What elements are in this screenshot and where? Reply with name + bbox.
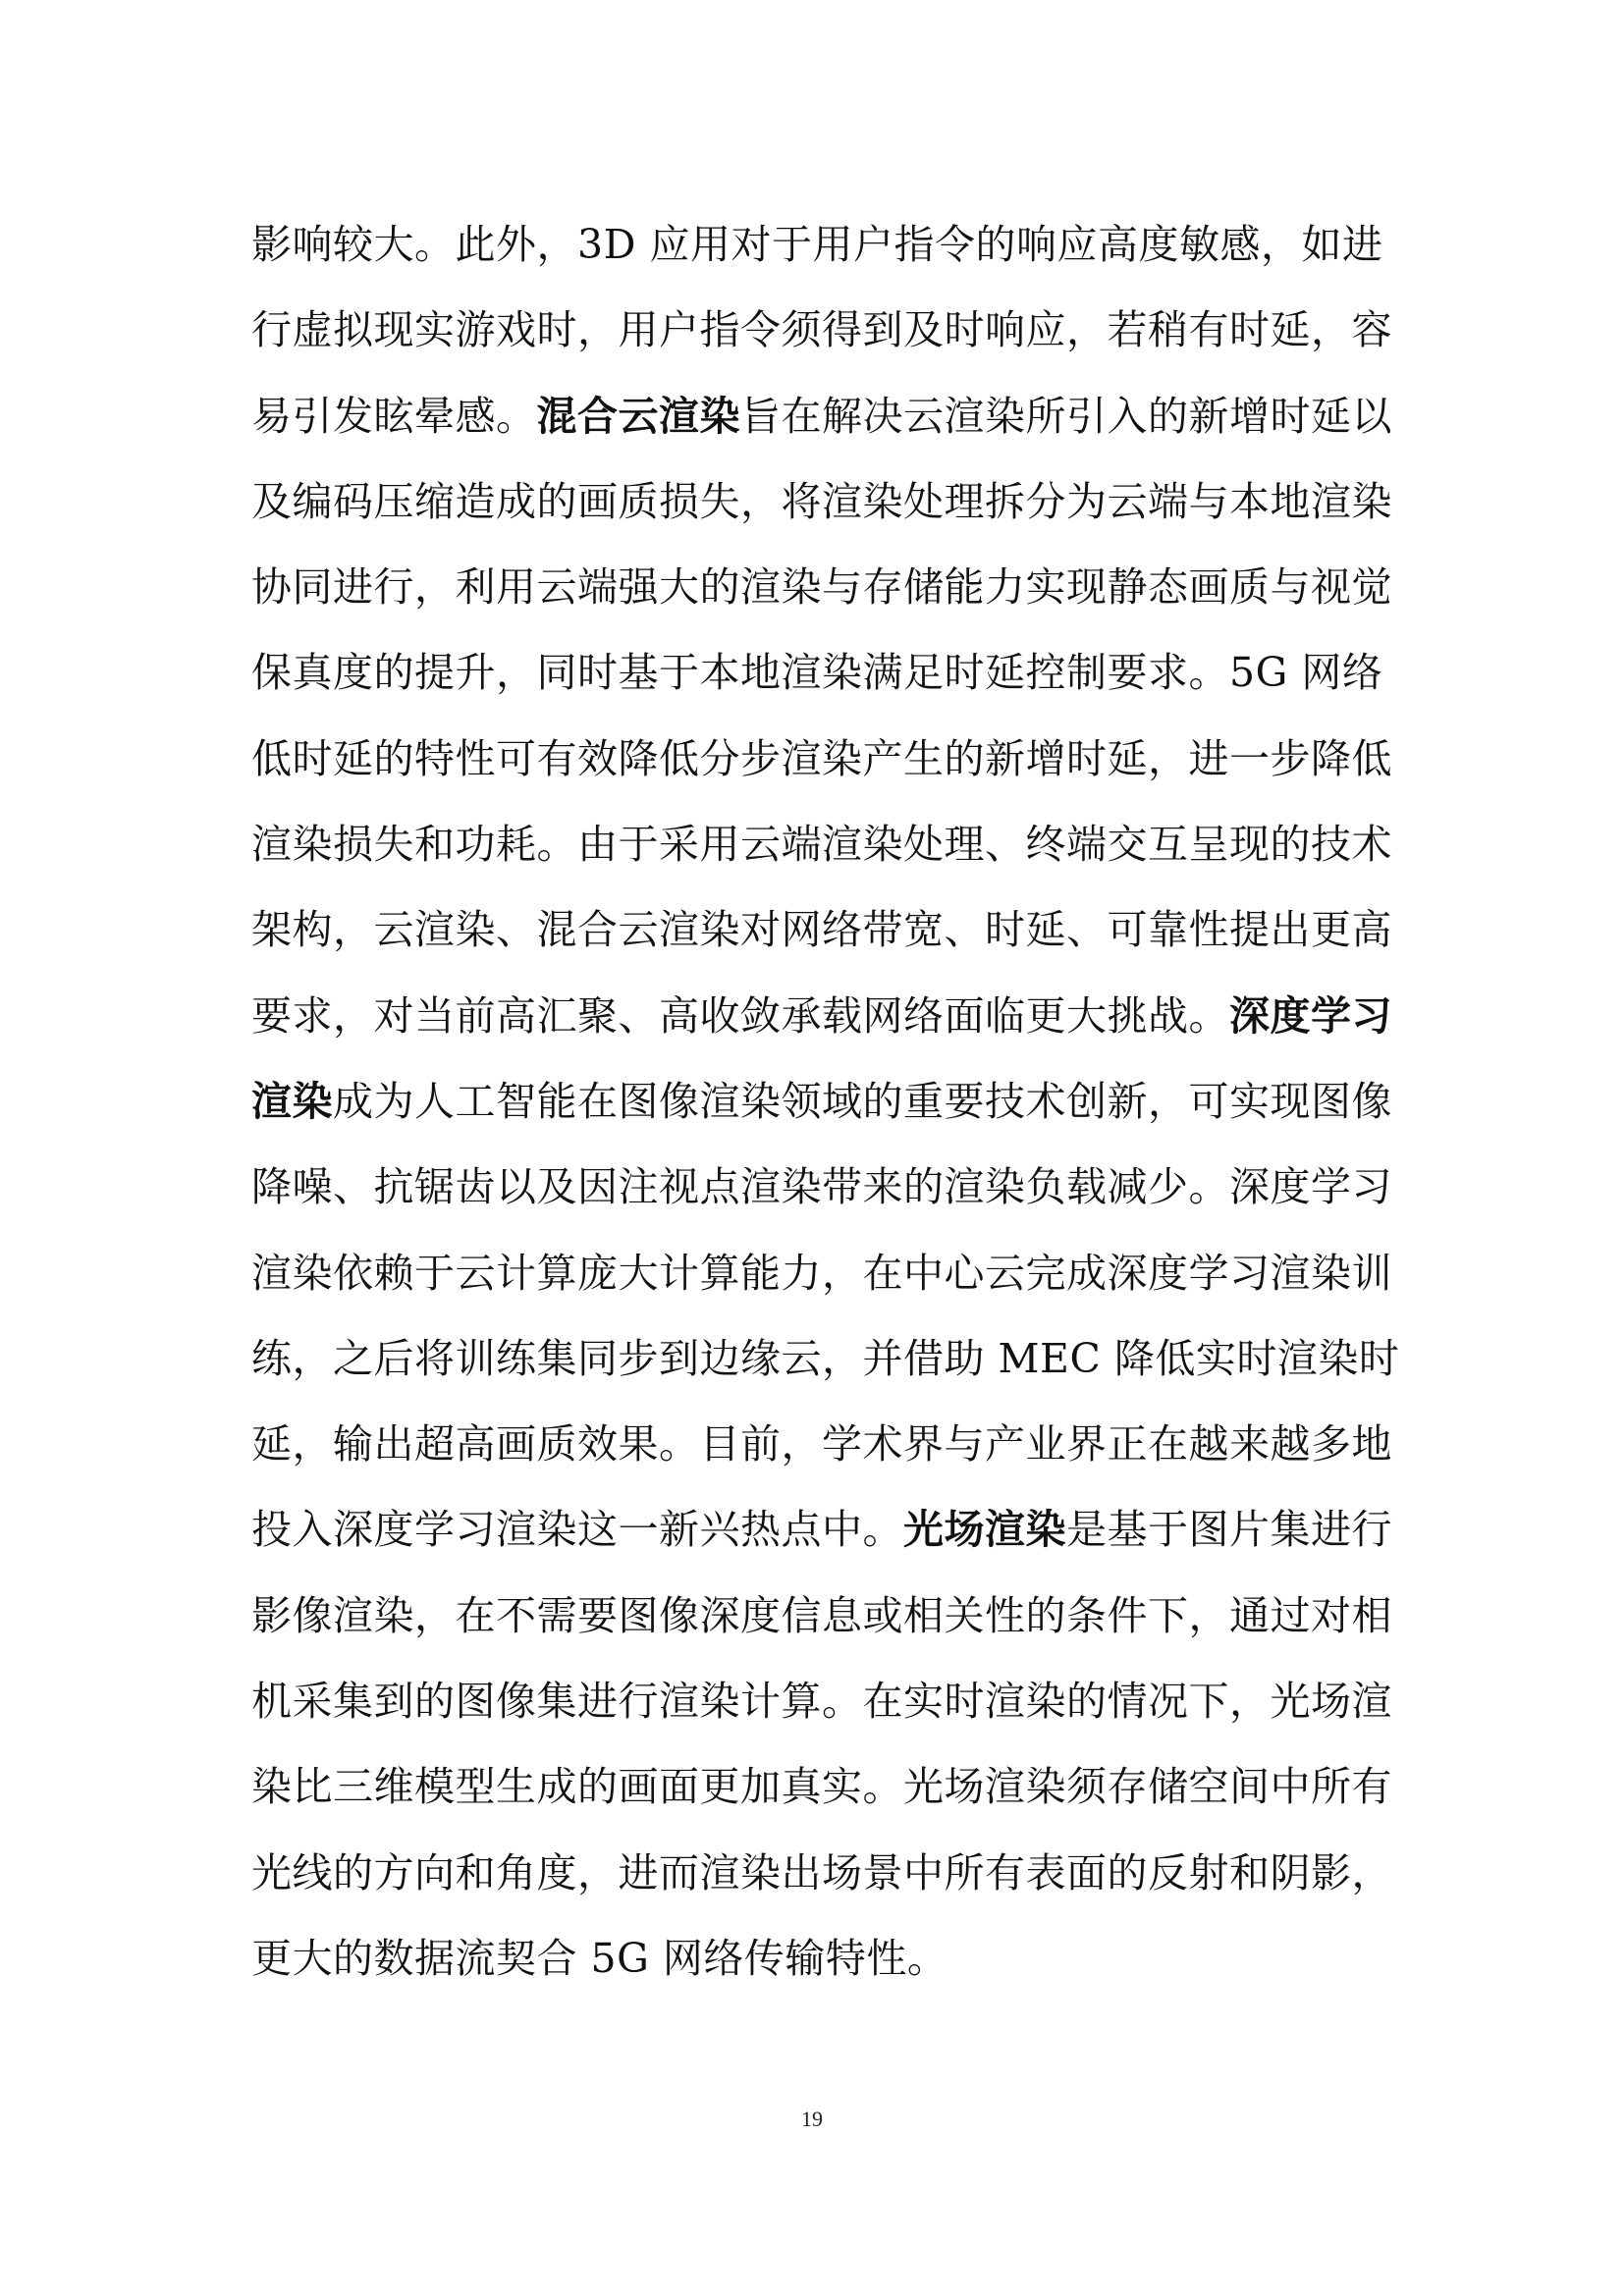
text-run: 延，输出超高画质效果。目前，学术界与产业界正在越来越多地 <box>251 1420 1392 1468</box>
text-line <box>251 288 1392 373</box>
text-line <box>251 1574 1392 1659</box>
text-line <box>251 974 1392 1059</box>
text-run: 更大的数据流契合 5G 网络传输特性。 <box>251 1934 948 1982</box>
text-run: 架构，云渲染、混合云渲染对网络带宽、时延、可靠性提出更高 <box>251 906 1392 954</box>
text-line <box>251 1487 1392 1573</box>
text-run: 渲染损失和功耗。由于采用云端渲染处理、终端交互呈现的技术 <box>251 821 1392 869</box>
text-line <box>251 717 1392 802</box>
text-run: 要求，对当前高汇聚、高收敛承载网络面临更大挑战。 <box>251 991 1229 1040</box>
text-line <box>251 630 1383 716</box>
text-line <box>251 1316 1400 1402</box>
text-run: 及编码压缩造成的画质损失，将渲染处理拆分为云端与本地渲染 <box>251 477 1392 525</box>
text-run: 渲染依赖于云计算庞大计算能力，在中心云完成深度学习渲染训 <box>251 1249 1392 1297</box>
text-run: 协同进行，利用云端强大的渲染与存储能力实现静态画质与视觉 <box>251 563 1392 612</box>
text-line <box>251 802 1392 887</box>
text-run: 降噪、抗锯齿以及因注视点渲染带来的渲染负载减少。深度学习 <box>251 1163 1392 1211</box>
text-run: 旨在解决云渲染所引入的新增时延以 <box>740 392 1392 440</box>
text-line <box>251 1231 1392 1316</box>
text-run: 易引发眩晕感。 <box>251 392 537 440</box>
text-run: 是基于图片集进行 <box>1066 1506 1392 1554</box>
text-run: 保真度的提升，同时基于本地渲染满足时延控制要求。5G 网络 <box>251 649 1383 697</box>
text-run: 投入深度学习渲染这一新兴热点中。 <box>251 1506 903 1554</box>
text-run: 影像渲染，在不需要图像深度信息或相关性的条件下，通过对相 <box>251 1591 1392 1639</box>
text-line <box>251 202 1383 288</box>
text-line <box>251 1831 1392 1916</box>
body-paragraph <box>251 202 1400 2002</box>
text-run: 练，之后将训练集同步到边缘云，并借助 MEC 降低实时渲染时 <box>251 1334 1400 1382</box>
text-run: 影响较大。此外，3D 应用对于用户指令的响应高度敏感，如进 <box>251 221 1383 268</box>
text-run: 光线的方向和角度，进而渲染出场景中所有表面的反射和阴影， <box>251 1848 1392 1896</box>
text-line <box>251 1916 1380 2002</box>
text-run: 低时延的特性可有效降低分步渲染产生的新增时延，进一步降低 <box>251 734 1392 782</box>
text-line <box>251 1059 1392 1145</box>
text-line <box>251 459 1392 545</box>
text-line <box>251 1402 1392 1487</box>
page-number: 19 <box>801 2107 823 2131</box>
bold-term: 混合云渲染 <box>536 392 740 440</box>
text-line <box>251 887 1392 973</box>
text-run: 染比三维模型生成的画面更加真实。光场渲染须存储空间中所有 <box>251 1763 1392 1811</box>
text-line <box>251 1145 1392 1230</box>
text-line <box>251 1659 1392 1744</box>
text-line <box>251 545 1392 630</box>
bold-term: 光场渲染 <box>903 1506 1066 1554</box>
text-run: 行虚拟现实游戏时，用户指令须得到及时响应，若稍有时延，容 <box>251 306 1392 354</box>
text-line <box>251 1744 1392 1830</box>
bold-term: 深度学习 <box>1229 991 1392 1040</box>
text-run: 机采集到的图像集进行渲染计算。在实时渲染的情况下，光场渲 <box>251 1678 1392 1726</box>
text-run: 成为人工智能在图像渲染领域的重要技术创新，可实现图像 <box>333 1077 1392 1125</box>
bold-term: 渲染 <box>251 1077 333 1125</box>
text-line <box>251 374 1392 459</box>
